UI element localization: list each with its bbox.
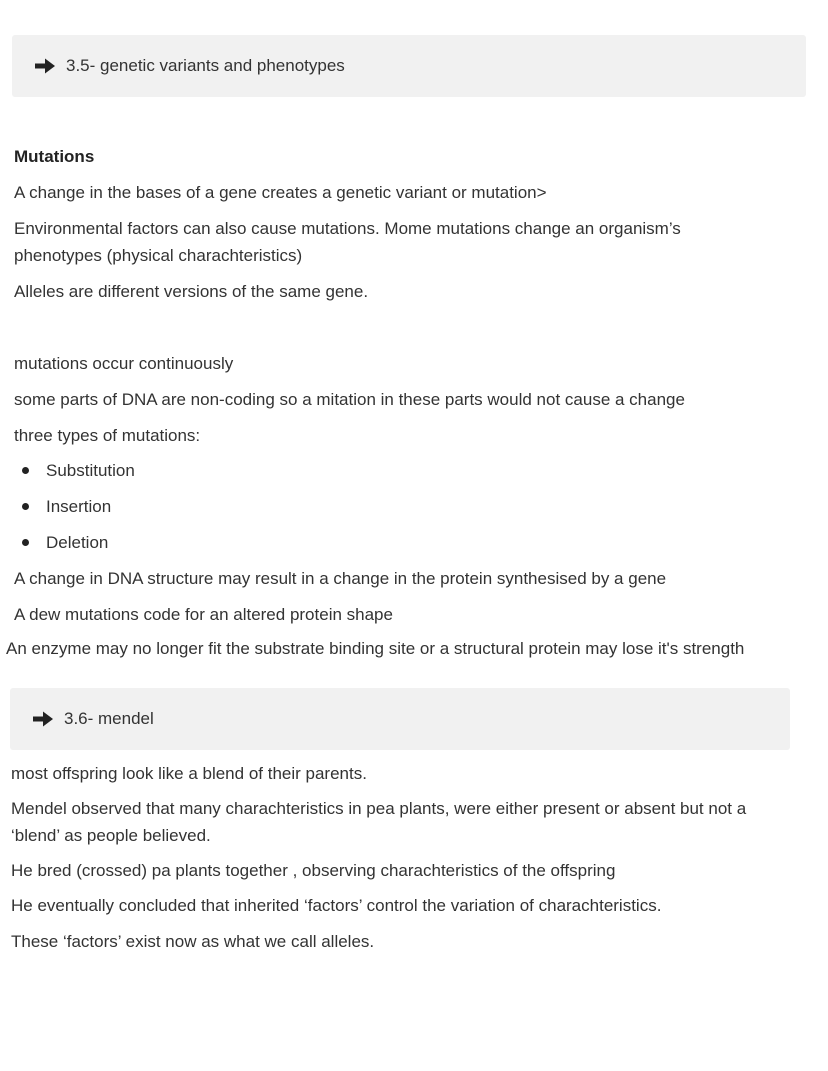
paragraph: These ‘factors’ exist now as what we call alleles. — [11, 932, 375, 951]
list-item — [22, 493, 111, 520]
paragraph: A dew mutations code for an altered protein shape — [14, 605, 393, 624]
paragraph: mutations occur continuously — [14, 354, 234, 373]
paragraph: He bred (crossed) pa plants together , observing charachteristics of the offspring — [11, 861, 616, 880]
toggle-title: 3.6- mendel — [64, 709, 154, 728]
section-heading: Mutations — [14, 147, 95, 166]
list-item-label: Deletion — [46, 533, 109, 552]
paragraph: Environmental factors can also cause mutations. Mome mutations change an organism’s phenotypes (physical charachteristics) — [14, 219, 681, 265]
paragraph: three types of mutations: — [14, 426, 201, 445]
list-item — [22, 457, 135, 484]
paragraph: A change in the bases of a gene creates a genetic variant or mutation> — [14, 183, 547, 202]
bullet-icon — [22, 503, 29, 510]
list-item-label: Substitution — [46, 461, 135, 480]
paragraph: An enzyme may no longer fit the substrate binding site or a structural protein may lose it's strength — [6, 639, 745, 658]
toggle-block-3-5[interactable] — [12, 35, 806, 97]
toggle-block-3-6[interactable] — [10, 688, 790, 750]
paragraph: Alleles are different versions of the same gene. — [14, 282, 369, 301]
toggle-title: 3.5- genetic variants and phenotypes — [66, 56, 345, 75]
paragraph: Mendel observed that many charachteristics in pea plants, were either present or absent but not a ‘blend’ as people believed. — [11, 799, 747, 845]
arrow-right-icon[interactable] — [32, 710, 54, 728]
paragraph: He eventually concluded that inherited ‘factors’ control the variation of charachteristics. — [11, 896, 662, 915]
bullet-icon — [22, 539, 29, 546]
arrow-right-icon[interactable] — [34, 57, 56, 75]
bullet-icon — [22, 467, 29, 474]
paragraph: A change in DNA structure may result in a change in the protein synthesised by a gene — [14, 569, 667, 588]
paragraph: most offspring look like a blend of their parents. — [11, 764, 367, 783]
list-item — [22, 529, 108, 556]
list-item-label: Insertion — [46, 497, 112, 516]
paragraph: some parts of DNA are non-coding so a mitation in these parts would not cause a change — [14, 390, 685, 409]
